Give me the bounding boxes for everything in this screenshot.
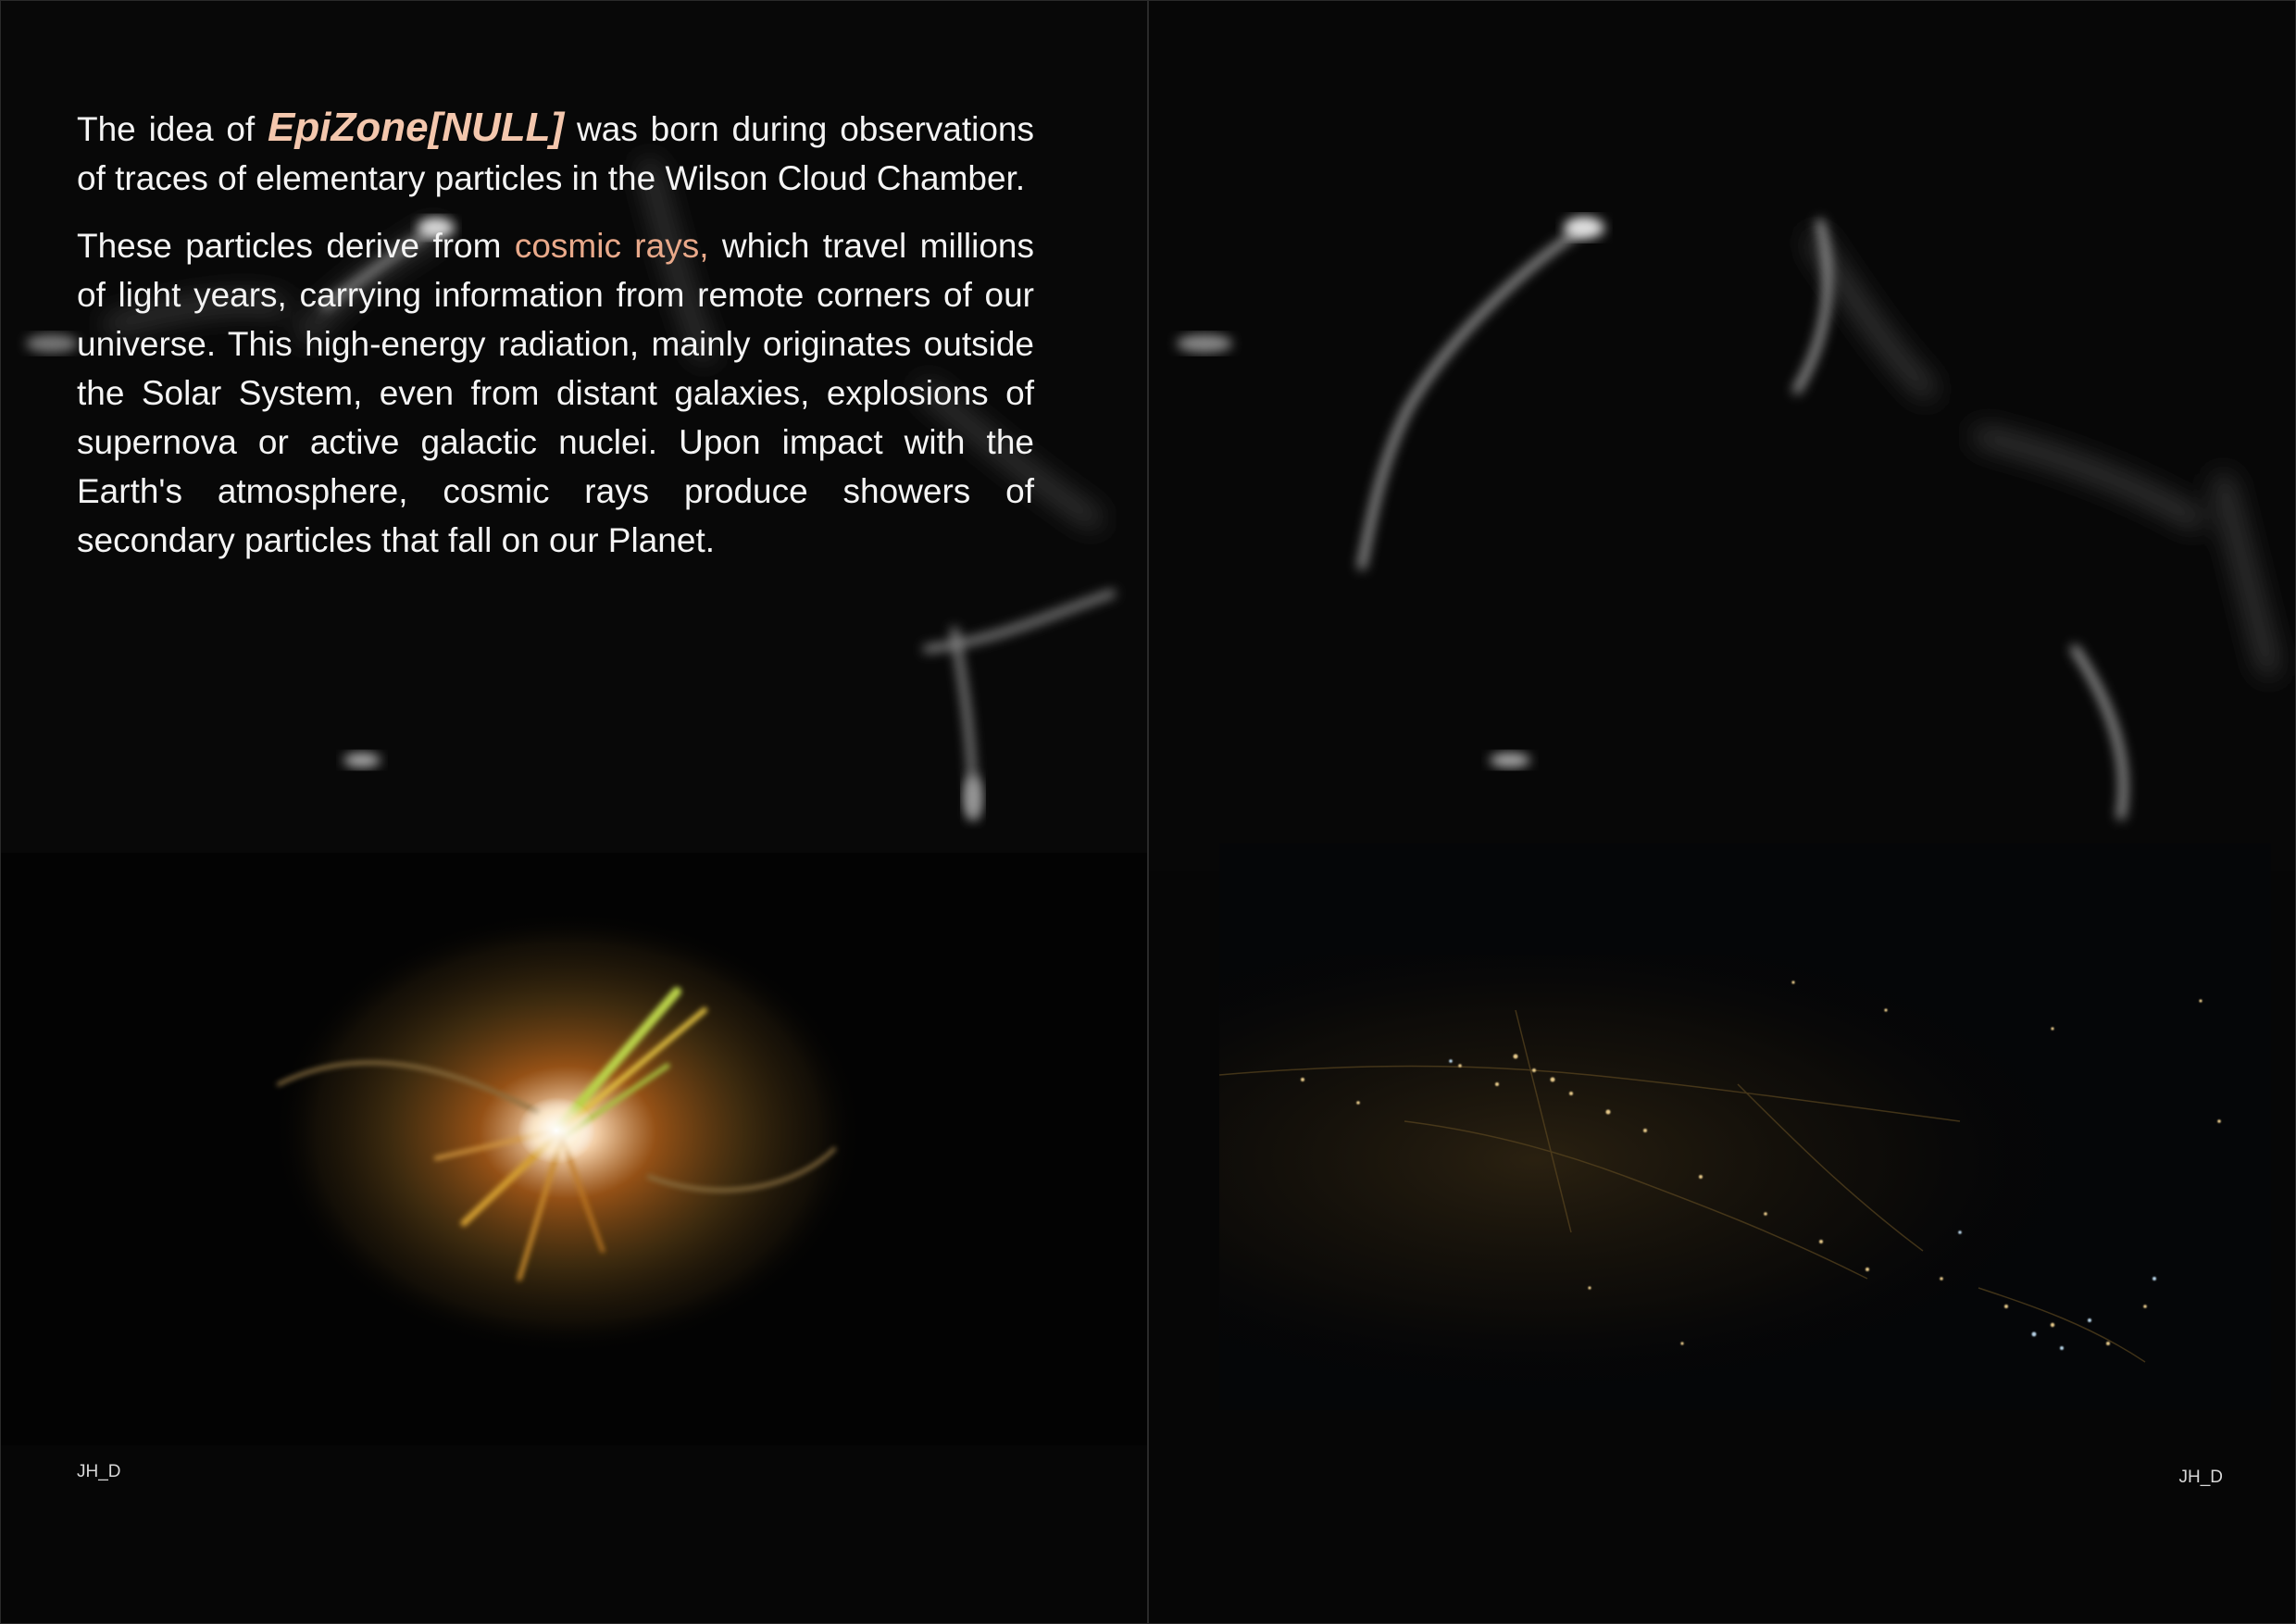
cosmic-rays-highlight: cosmic rays, <box>514 227 709 265</box>
right-page <box>1148 0 2296 1624</box>
paragraph-2 <box>77 221 1034 565</box>
brand-name: EpiZone[NULL] <box>268 105 565 150</box>
paragraph-1-rest: was born during observations of traces of elementary particles in the Wilson Cloud Chamber. <box>77 110 1034 197</box>
paragraph-1 <box>77 103 1034 203</box>
night-city-aerial-image <box>1219 843 2271 1410</box>
paragraph-1-lead: The idea of <box>77 110 268 148</box>
paragraph-2-rest: which travel millions of light years, carrying information from remote corners of our universe. This high-energy radiation, mainly originates outside the Solar System, even from distant galaxies, explosions of supernova or active galactic nuclei. Upon impact with the Earth's atmosphere, cosmic rays produce showers of secondary particles that fall on our Planet. <box>77 227 1034 559</box>
footer-right-signature: JH_D <box>2178 1468 2223 1487</box>
footer-left-signature: JH_D <box>77 1462 121 1481</box>
particle-tracks-image-right <box>1149 1 2296 871</box>
paragraph-2-lead: These particles derive from <box>77 227 515 265</box>
particle-burst-image <box>1 853 1148 1445</box>
intro-text <box>77 103 1034 583</box>
